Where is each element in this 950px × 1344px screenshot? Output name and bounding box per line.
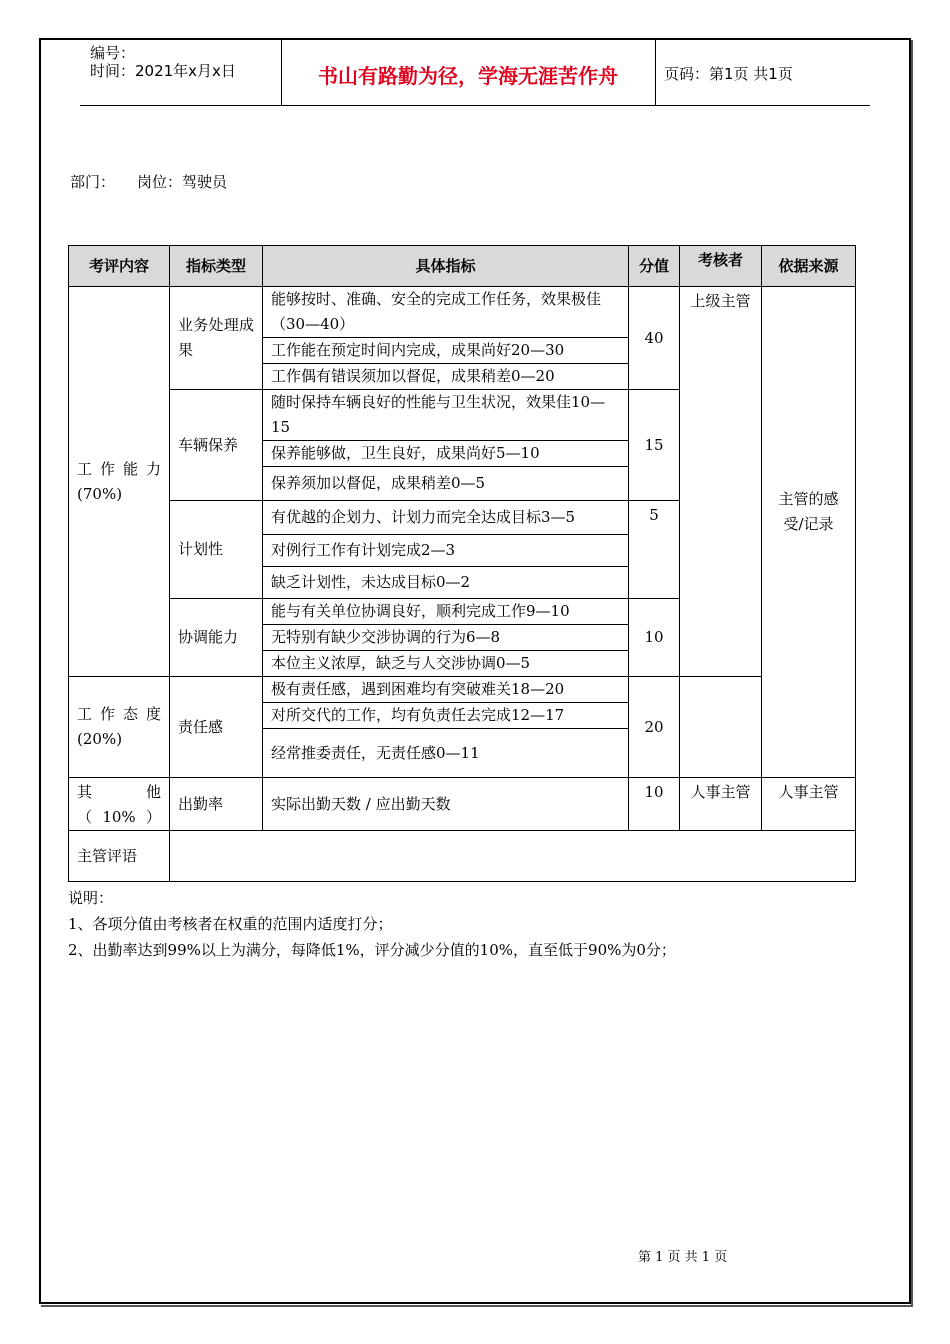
- header-bottom-line: [80, 105, 870, 106]
- category-label: 其 他 （10%）: [77, 783, 161, 826]
- assessor-cell: 人事主管: [680, 778, 762, 831]
- type-cell: 责任感: [170, 677, 263, 778]
- table-header-row: [69, 246, 856, 287]
- page-border-shadow: [41, 1305, 913, 1307]
- type-cell: 出勤率: [170, 778, 263, 831]
- assessor-cell: [680, 677, 762, 778]
- score-cell: 15: [629, 390, 680, 501]
- comment-label-cell: 主管评语: [69, 831, 170, 882]
- type-cell: 协调能力: [170, 599, 263, 677]
- col-header: 考核者: [680, 246, 762, 287]
- page-footer: 第 1 页 共 1 页: [638, 1250, 728, 1265]
- notes-title: 说明：: [68, 889, 114, 907]
- col-header: 考评内容: [69, 246, 170, 287]
- document-date: 时间：2021年x月x日: [90, 62, 236, 80]
- category-cell: [69, 287, 170, 677]
- criterion-cell: 能与有关单位协调良好，顺利完成工作9—10: [263, 599, 629, 625]
- criterion-cell: 随时保持车辆良好的性能与卫生状况，效果佳10—15: [263, 390, 629, 441]
- score-cell: 20: [629, 677, 680, 778]
- type-cell: 车辆保养: [170, 390, 263, 501]
- table-row: [69, 831, 856, 882]
- category-label: 工 作 能 力 (70%): [77, 459, 161, 503]
- score-cell: 10: [629, 778, 680, 831]
- header-top-line: [80, 38, 870, 39]
- table-row: [69, 287, 856, 338]
- table-row: [69, 778, 856, 831]
- col-header: 具体指标: [263, 246, 629, 287]
- score-cell: 10: [629, 599, 680, 677]
- category-cell: [69, 677, 170, 778]
- category-cell: [69, 778, 170, 831]
- department-line: [70, 171, 249, 192]
- col-header: 指标类型: [170, 246, 263, 287]
- category-label: 工 作 态 度 (20%): [77, 705, 161, 748]
- evaluation-table: [68, 245, 856, 882]
- notes-block: [68, 885, 676, 963]
- criterion-cell: 对例行工作有计划完成2—3: [263, 535, 629, 567]
- type-cell: 计划性: [170, 501, 263, 599]
- criterion-cell: 工作能在预定时间内完成，成果尚好20—30: [263, 338, 629, 364]
- document-code: 编号：: [90, 44, 136, 62]
- criterion-cell: 实际出勤天数 / 应出勤天数: [263, 778, 629, 831]
- assessor-cell: 上级主管: [680, 287, 762, 677]
- page-border-shadow-right: [911, 40, 913, 1307]
- source-cell: 主管的感受/记录: [762, 287, 856, 778]
- comment-field[interactable]: [170, 831, 856, 882]
- criterion-cell: 极有责任感，遇到困难均有突破难关18—20: [263, 677, 629, 703]
- criterion-cell: 无特别有缺少交涉协调的行为6—8: [263, 625, 629, 651]
- criterion-cell: 对所交代的工作，均有负责任去完成12—17: [263, 703, 629, 729]
- col-header: 分值: [629, 246, 680, 287]
- score-cell: 40: [629, 287, 680, 390]
- type-cell: 业务处理成果: [170, 287, 263, 390]
- criterion-cell: 缺乏计划性，未达成目标0—2: [263, 567, 629, 599]
- criterion-cell: 保养能够做，卫生良好，成果尚好5—10: [263, 441, 629, 467]
- criterion-cell: 经常推委责任，无责任感0—11: [263, 729, 629, 778]
- criterion-cell: 有优越的企划力、计划力而完全达成目标3—5: [263, 501, 629, 535]
- score-cell: 5: [629, 501, 680, 599]
- criterion-cell: 工作偶有错误须加以督促，成果稍差0—20: [263, 364, 629, 390]
- criterion-cell: 保养须加以督促，成果稍差0—5: [263, 467, 629, 501]
- criterion-cell: 本位主义浓厚，缺乏与人交涉协调0—5: [263, 651, 629, 677]
- note-line: 2、出勤率达到99%以上为满分，每降低1%，评分减少分值的10%，直至低于90%为0分；: [68, 941, 676, 959]
- note-line: 1、各项分值由考核者在权重的范围内适度打分；: [68, 915, 393, 933]
- table-row: [69, 677, 856, 703]
- page-number: 页码：第1页 共1页: [664, 65, 793, 83]
- header-motto: 书山有路勤为径，学海无涯苦作舟: [318, 64, 618, 88]
- source-cell: 人事主管: [762, 778, 856, 831]
- col-header: 依据来源: [762, 246, 856, 287]
- criterion-cell: 能够按时、准确、安全的完成工作任务，效果极佳（30—40）: [263, 287, 629, 338]
- header-divider: [655, 38, 656, 105]
- position-label: 岗位：驾驶员: [137, 173, 228, 191]
- department-label: 部门：: [70, 173, 116, 191]
